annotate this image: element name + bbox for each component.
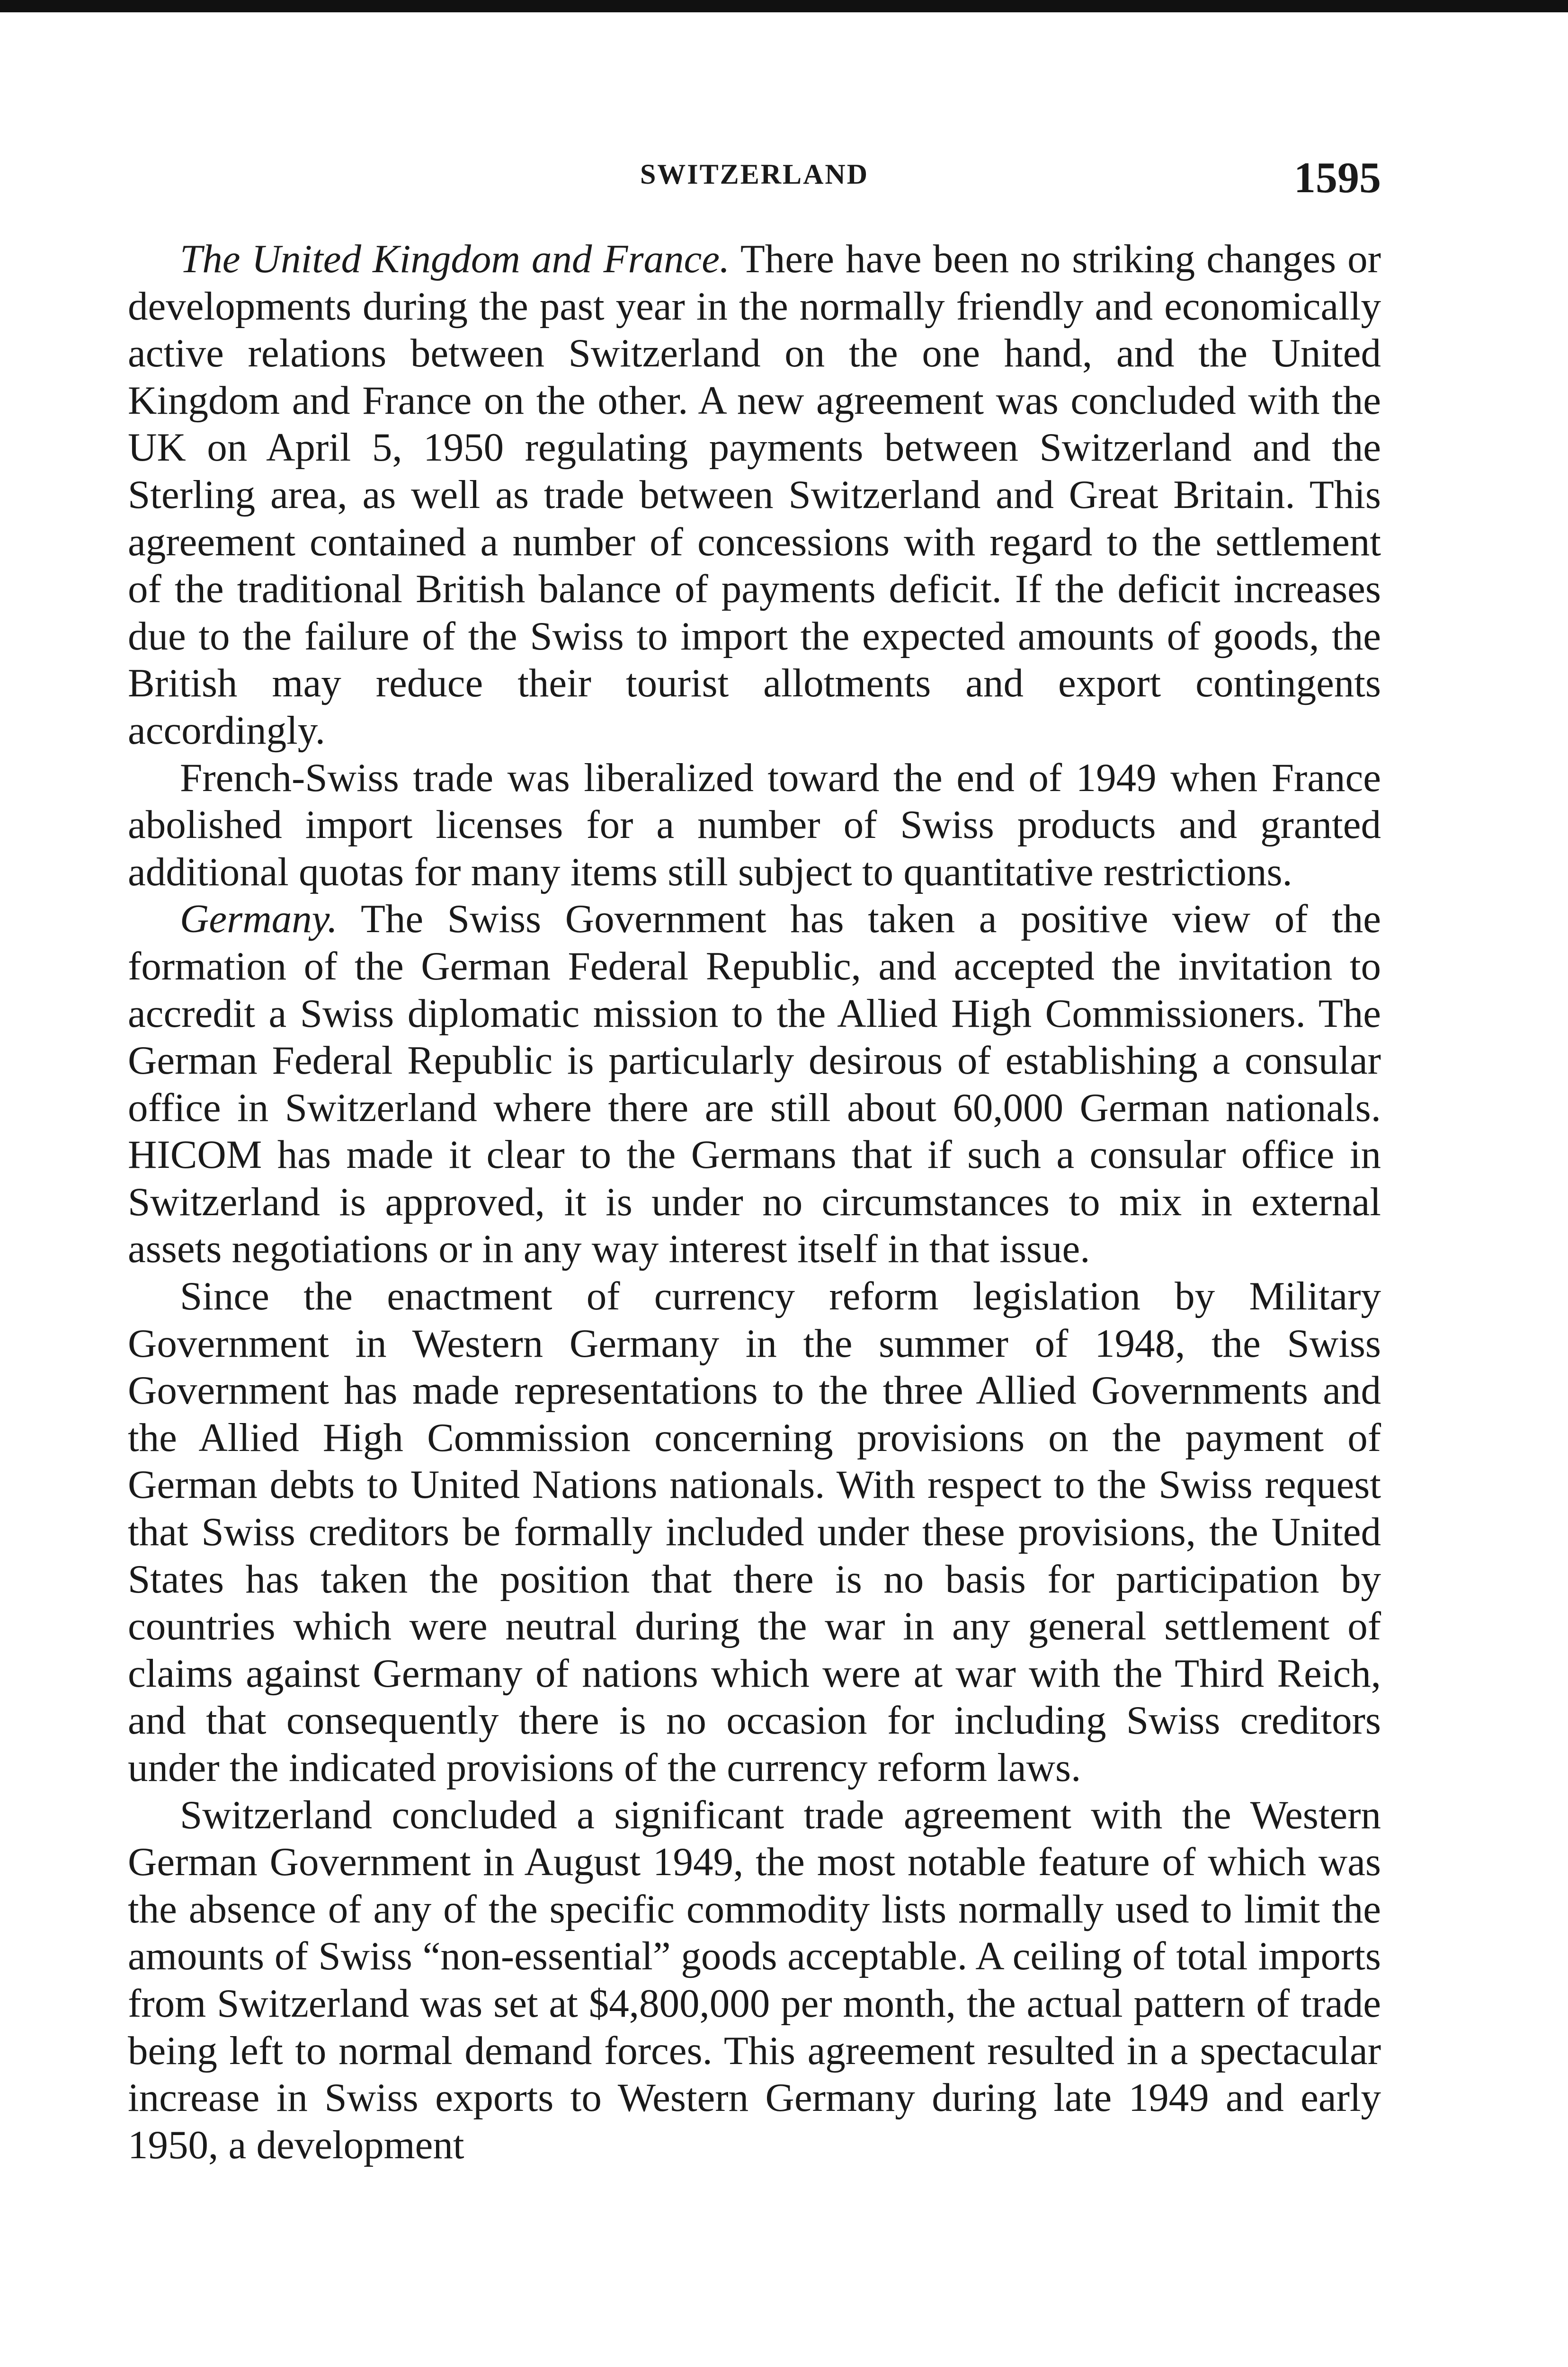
running-header <box>128 152 1381 205</box>
paragraph-french-swiss-trade: French-Swiss trade was liberalized toward the end of 1949 when France abolished import licenses for a number of Swiss products and granted additional quotas for many items still subject to quantitative restrictions. <box>128 755 1381 894</box>
paragraph-text: There have been no striking changes or developments during the past year in the normally friendly and economically active relations between Switzerland on the one hand, and the United Kingdom and France on the other. A new agreement was concluded with the UK on April 5, 1950 regulating payments between Switzerland and the Sterling area, as well as trade between Switzerland and Great Britain. This agreement contained a number of concessions with regard to the settlement of the traditional British balance of payments deficit. If the deficit increases due to the failure of the Swiss to import the expected amounts of goods, the British may reduce their tourist allotments and export contingents accordingly. <box>128 237 1381 753</box>
paragraph-uk-france <box>128 236 1381 755</box>
paragraph-trade-agreement: Switzerland concluded a significant trade agreement with the Western German Government in August 1949, the most notable feature of which was the absence of any of the specific commodity lists normally used to limit the amounts of Swiss “non-essential” goods acceptable. A ceiling of total imports from Switzerland was set at $4,800,000 per month, the actual pattern of trade being left to normal demand forces. This agreement resulted in a spectacular increase in Swiss exports to Western Germany during late 1949 and early 1950, a development <box>128 1792 1381 2167</box>
section-heading-germany: Germany. <box>180 897 338 942</box>
body-text <box>128 236 1381 2169</box>
paragraph-currency-reform: Since the enactment of currency reform legislation by Military Government in Western Germany in the summer of 1948, the Swiss Government has made representations to the three Allied Governments and the Allied High Commission concerning provisions on the payment of German debts to United Nations nationals. With respect to the Swiss request that Swiss creditors be formally included under these provisions, the United States has taken the position that there is no basis for participation by countries which were neutral during the war in any general settlement of claims against Germany of nations which were at war with the Third Reich, and that consequently there is no occasion for including Swiss creditors under the indicated provisions of the currency reform laws. <box>128 1274 1381 1790</box>
running-title: SWITZERLAND <box>640 159 869 190</box>
top-edge-rule <box>0 0 1568 12</box>
paragraph-text: The Swiss Government has taken a positive view of the formation of the German Federal Republic, and accepted the invitation to accredit a Swiss diplomatic mission to the Allied High Commissioners. The German Federal Republic is particularly desirous of establishing a consular office in Switzerland where there are still about 60,000 German nationals. HICOM has made it clear to the Germans that if such a consular office in Switzerland is approved, it is under no circumstances to mix in external assets negotiations or in any way interest itself in that issue. <box>128 897 1381 1272</box>
paragraph-germany <box>128 896 1381 1273</box>
page-number: 1595 <box>1294 153 1381 202</box>
section-heading-uk-france: The United Kingdom and France. <box>180 237 730 281</box>
